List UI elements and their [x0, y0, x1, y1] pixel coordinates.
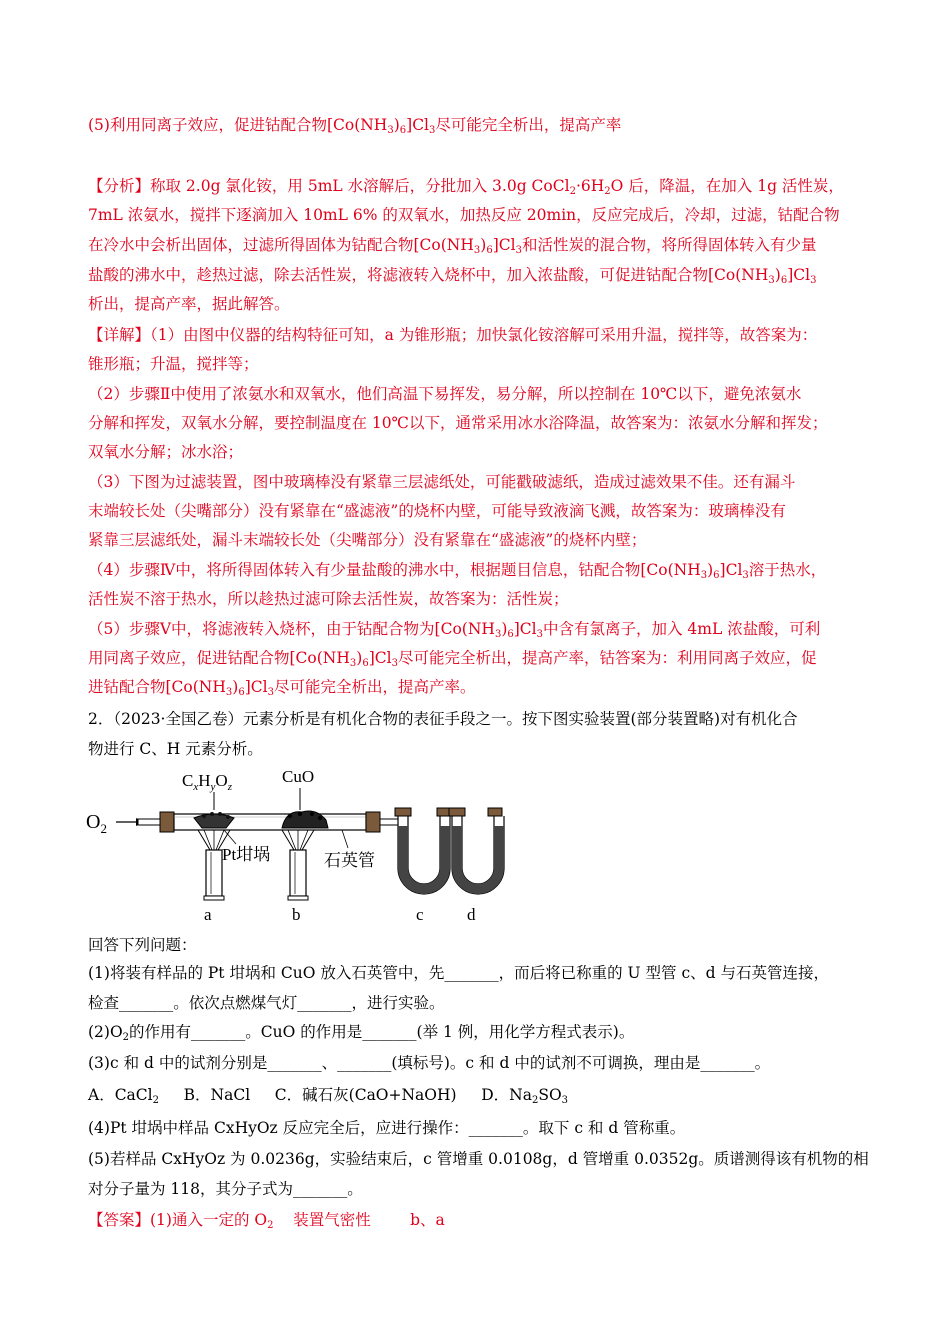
question-2-3-options	[88, 1085, 568, 1105]
question-2-2: $(2)O_2$的作用有_______。CuO 的作用是_______(举 1 例，用化学方程式表示)。	[88, 1023, 635, 1043]
option-c: C．碱石灰(CaO+NaOH)	[274, 1086, 457, 1104]
question-2-3: (3)c 和 d 中的试剂分别是_______、_______(填标号)。c 和 d 中的试剂不可调换，理由是_______。	[88, 1054, 771, 1072]
question-2-4: (4)Pt 坩埚中样品 CxHyOz 反应完全后，应进行操作：_______。取下 c 和 d 管称重。	[88, 1119, 686, 1137]
sample-label: $C_xH_yO_z$	[182, 771, 232, 793]
left-stopper	[160, 812, 174, 832]
analysis-line-2: 7mL 浓氨水，搅拌下逐滴加入 10mL 6% 的双氧水，加热反应 20min，反应完成后，冷却，过滤，钴配合物	[88, 206, 840, 224]
detail-3-line-1: （3）下图为过滤装置，图中玻璃棒没有紧靠三层滤纸处，可能戳破滤纸，造成过滤效果不佳。还有漏斗	[88, 473, 796, 491]
question-2-line-2: 物进行 C、H 元素分析。	[88, 740, 263, 758]
detail-1-line-2: 锥形瓶；升温，搅拌等；	[88, 355, 259, 373]
pt-crucible-label: Pt坩埚	[222, 845, 271, 864]
detail-2-line-2: 分解和挥发，双氧水分解，要控制温度在 10℃以下，通常采用冰水浴降温，故答案为：浓氨水分解和挥发；	[88, 414, 828, 432]
quartz-tube-label: 石英管	[324, 851, 375, 870]
question-2-5-line-1: (5)若样品 CxHyOz 为 0.0236g，实验结束后，c 管增重 0.0108g，d 管增重 0.0352g。质谱测得该有机物的相	[88, 1150, 869, 1168]
detail-3-line-2: 末端较长处（尖嘴部分）没有紧靠在“盛滤液”的烧杯内壁，可能导致液滴飞溅，故答案为：玻璃棒没有	[88, 502, 786, 520]
burner-a	[206, 850, 222, 896]
burner-b	[290, 850, 306, 896]
detail-1-line-1: 【详解】（1）由图中仪器的结构特征可知，a 为锥形瓶；加快氯化铵溶解可采用升温，搅拌等，故答案为：	[88, 326, 818, 344]
cuo-label: CuO	[282, 767, 315, 786]
apparatus-figure	[86, 764, 506, 924]
answer-2: 【答案】(1)通入一定的 $O_2$ 装置气密性 b、a	[88, 1211, 445, 1231]
option-a: A．CaCl$_2$	[88, 1086, 159, 1106]
u-tube-c	[395, 808, 453, 894]
question-2-1-line-2: 检查_______。依次点燃煤气灯_______，进行实验。	[88, 994, 445, 1012]
analysis-line-1: 【分析】称取 2.0g 氯化铵，用 5mL 水溶解后，分批加入 3.0g $CoCl_2\cdot 6H_2O$ 后，降温，在加入 1g 活性炭，	[88, 177, 844, 197]
detail-4-line-1: （4）步骤Ⅳ中，将所得固体转入有少量盐酸的沸水中，根据题目信息，钴配合物$[Co(NH_3)_6]Cl_3$溶于热水，	[88, 561, 827, 581]
questions-intro: 回答下列问题：	[88, 936, 197, 954]
detail-5-line-3: 进钴配合物$[Co(NH_3)_6]Cl_3$尽可能完全析出，提高产率。	[88, 678, 476, 698]
analysis-line-3: 在冷水中会析出固体，过滤所得固体为钴配合物$[Co(NH_3)_6]Cl_3$和活性炭的混合物，将所得固体转入有少量	[88, 236, 817, 256]
option-b: B．NaCl	[183, 1086, 251, 1104]
label-d: d	[467, 905, 476, 924]
right-stopper	[366, 812, 380, 832]
question-2-line-1: 2．（2023·全国乙卷）元素分析是有机化合物的表征手段之一。按下图实验装置(部分装置略)对有机化合	[88, 710, 798, 728]
o2-label: $O_2$	[86, 811, 107, 836]
option-d: D．$Na_2SO_3$	[481, 1086, 569, 1106]
label-b: b	[292, 905, 301, 924]
detail-3-line-3: 紧靠三层滤纸处，漏斗末端较长处（尖嘴部分）没有紧靠在“盛滤液”的烧杯内壁；	[88, 531, 647, 549]
detail-4-line-2: 活性炭不溶于热水，所以趁热过滤可除去活性炭，故答案为：活性炭；	[88, 590, 569, 608]
answer-q1-part5: (5)利用同离子效应，促进钴配合物$[Co(NH_3)_6]Cl_3$尽可能完全析出，提高产率	[88, 116, 622, 136]
analysis-line-4: 盐酸的沸水中，趁热过滤，除去活性炭，将滤液转入烧杯中，加入浓盐酸，可促进钴配合物$[Co(NH_3)_6]Cl_3$	[88, 266, 817, 286]
question-2-1-line-1: (1)将装有样品的 Pt 坩埚和 CuO 放入石英管中，先_______，而后将已称重的 U 型管 c、d 与石英管连接，	[88, 964, 829, 982]
detail-2-line-1: （2）步骤Ⅱ中使用了浓氨水和双氧水，他们高温下易挥发，易分解，所以控制在 10℃以下，避免浓氨水	[88, 385, 802, 403]
u-tube-d	[449, 808, 504, 894]
label-a: a	[204, 905, 212, 924]
analysis-line-5: 析出，提高产率，据此解答。	[88, 295, 290, 313]
detail-5-line-1: （5）步骤Ⅴ中，将滤液转入烧杯，由于钴配合物为$[Co(NH_3)_6]Cl_3$中含有氯离子，加入 4mL 浓盐酸，可利	[88, 620, 821, 640]
question-2-5-line-2: 对分子量为 118，其分子式为_______。	[88, 1180, 363, 1198]
detail-2-line-3: 双氧水分解；冰水浴；	[88, 443, 244, 461]
detail-5-line-2: 用同离子效应，促进钴配合物$[Co(NH_3)_6]Cl_3$尽可能完全析出，提高产率，钴答案为：利用同离子效应，促	[88, 649, 817, 669]
label-c: c	[416, 905, 424, 924]
